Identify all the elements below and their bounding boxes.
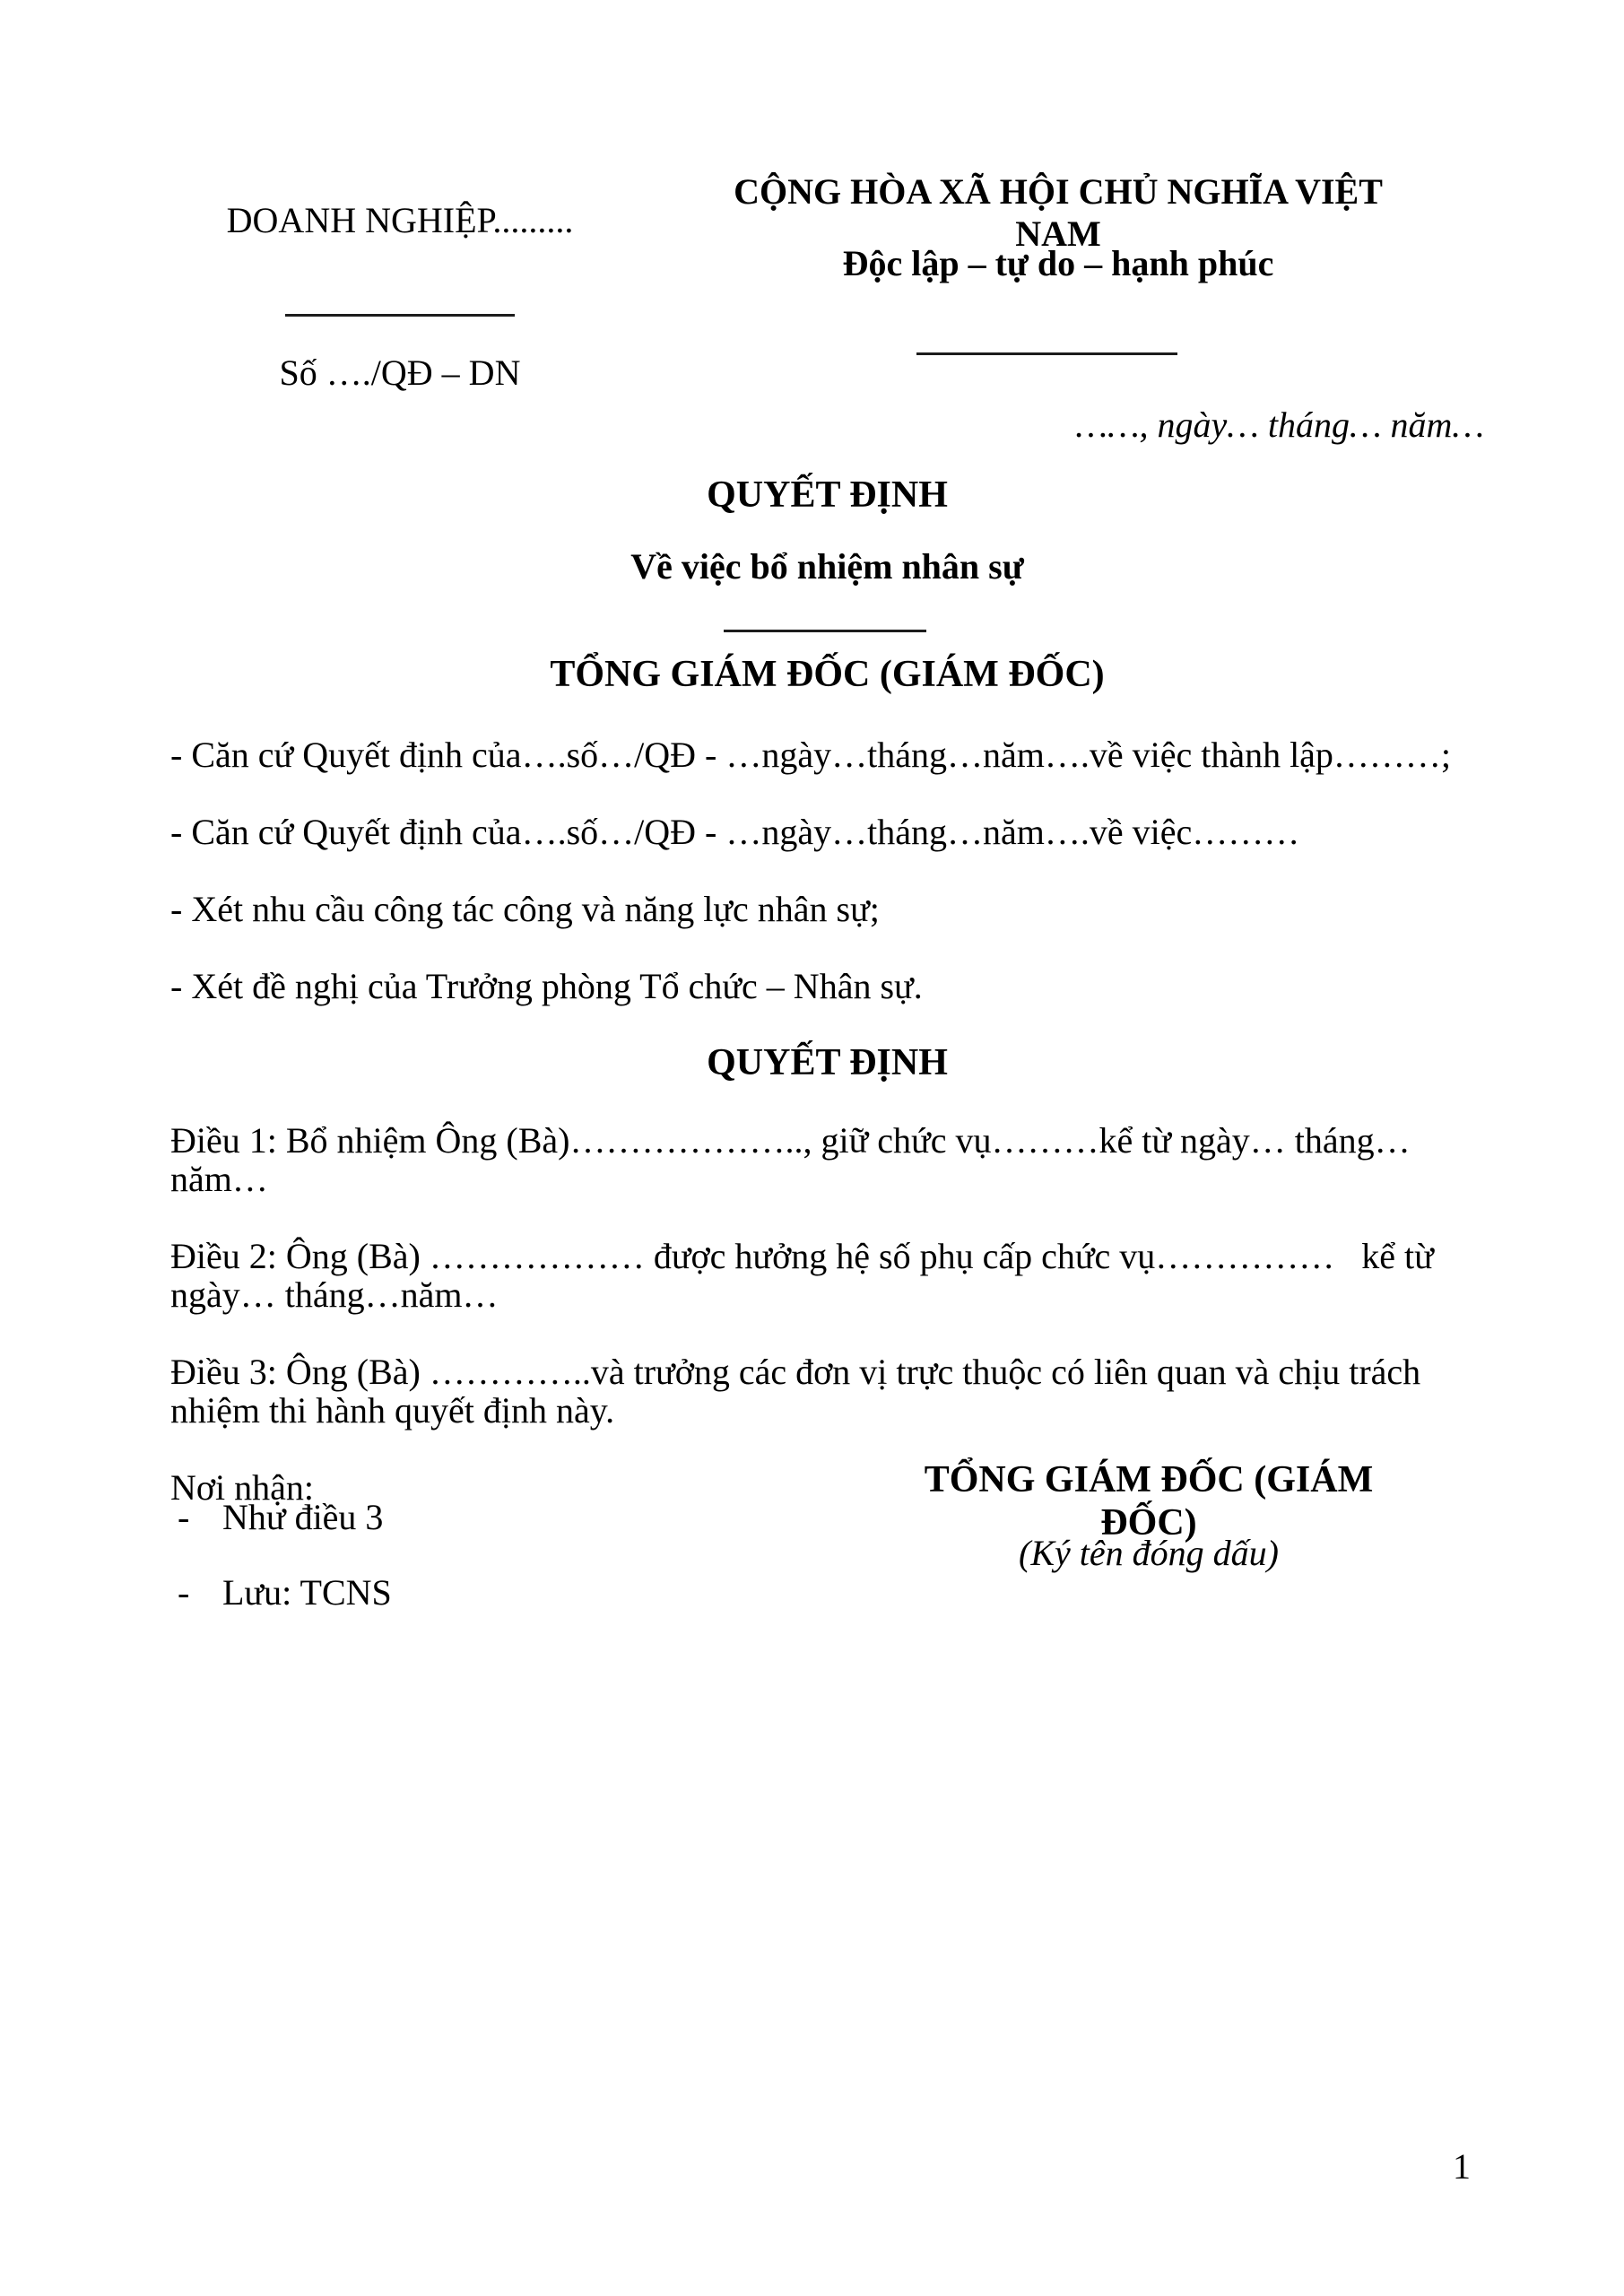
signature-title: TỔNG GIÁM ĐỐC (GIÁM ĐỐC) (924, 1459, 1374, 1544)
org-name: DOANH NGHIỆP......... (226, 200, 574, 240)
national-motto-line1: CỘNG HÒA XÃ HỘI CHỦ NGHĨA VIỆT NAM (734, 171, 1383, 254)
document-title: QUYẾT ĐỊNH (707, 474, 948, 516)
motto-divider-line (916, 352, 1177, 355)
signature-note: (Ký tên đóng dấu) (1019, 1533, 1279, 1573)
preamble-item-1: - Căn cứ Quyết định của….số…/QĐ - …ngày…tháng…năm….về việc thành lập………; (170, 735, 1452, 775)
preamble-item-3: - Xét nhu cầu công tác công và năng lực nhân sự; (170, 889, 880, 929)
preamble-item-4: - Xét đề nghị của Trưởng phòng Tổ chức – Nhân sự. (170, 966, 923, 1006)
recipient-item-label: Như điều 3 (222, 1497, 384, 1537)
list-dash-marker: - (178, 1497, 190, 1537)
document-body (170, 735, 1484, 1545)
list-dash-marker: - (178, 1572, 190, 1613)
article-3: Điều 3: Ông (Bà) …………..và trưởng các đơn vị trực thuộc có liên quan và chịu trách nhiệm thi hành quyết định này. (170, 1352, 1430, 1431)
recipients-label: Nơi nhận: (170, 1467, 315, 1508)
article-2: Điều 2: Ông (Bà) ……………… được hưởng hệ số phụ cấp chức vụ…………… kể từ ngày… tháng…năm… (170, 1236, 1443, 1315)
decision-heading: QUYẾT ĐỊNH (707, 1042, 948, 1083)
preamble-item-2: - Căn cứ Quyết định của….số…/QĐ - …ngày…tháng…năm….về việc……… (170, 812, 1300, 852)
recipient-item-label: Lưu: TCNS (222, 1572, 392, 1613)
date-line: ……, ngày… tháng… năm… (1075, 404, 1484, 445)
recipient-item (178, 1571, 392, 1613)
page-number: 1 (1453, 2146, 1471, 2187)
recipient-item (178, 1496, 383, 1538)
issuer-title: TỔNG GIÁM ĐỐC (GIÁM ĐỐC) (550, 654, 1105, 695)
article-1: Điều 1: Bổ nhiệm Ông (Bà)……………….., giữ chức vụ………kể từ ngày… tháng…năm… (170, 1120, 1411, 1199)
org-divider-line (285, 314, 515, 317)
national-motto-line2: Độc lập – tự do – hạnh phúc (842, 243, 1274, 283)
subtitle-divider-line (724, 630, 926, 632)
document-subtitle: Về việc bổ nhiệm nhân sự (630, 546, 1024, 587)
decision-number-line: Số …./QĐ – DN (279, 352, 521, 393)
